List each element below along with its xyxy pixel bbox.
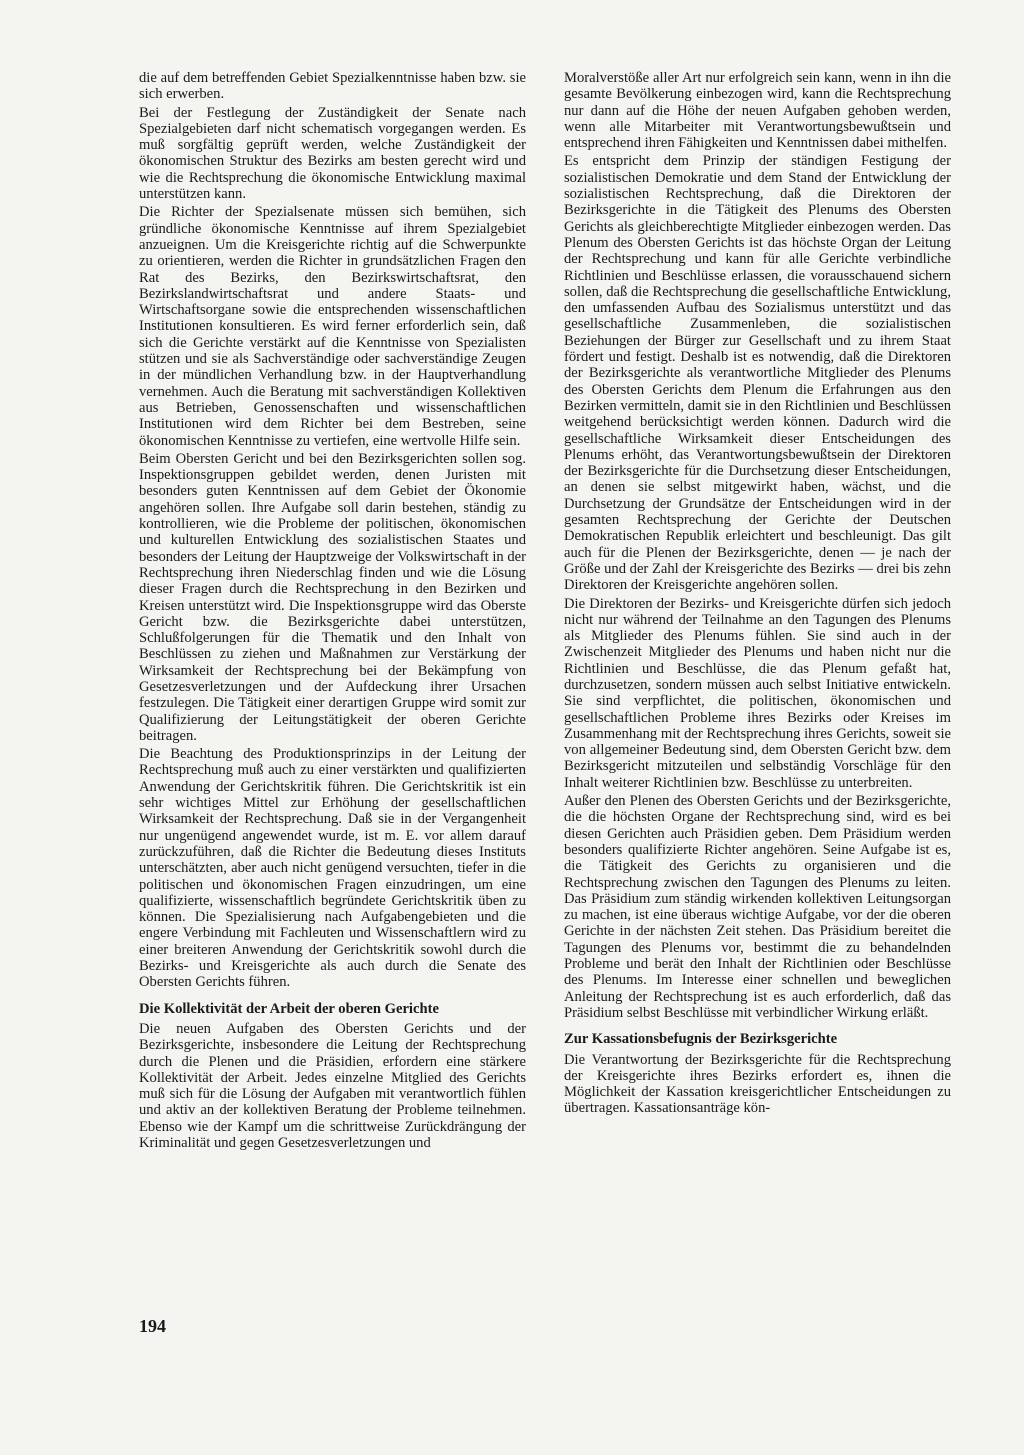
paragraph: Die Verantwortung der Bezirksgerichte für die Rechtsprechung der Kreisgerichte ihres Bezirks erfordert es, ihnen die Möglichkeit der Kassation kreisgerichtlicher Entscheidungen zu übertragen. Kassationsanträge kön- xyxy=(564,1051,951,1117)
section-heading: Die Kollektivität der Arbeit der oberen Gerichte xyxy=(139,1000,439,1017)
paragraph: Die neuen Aufgaben des Obersten Gerichts und der Bezirksgerichte, insbesondere die Leitung der Rechtsprechung durch die Plenen und die Präsidien, erfordern eine stärkere Kollektivität der Arbeit. Jedes einzelne Mitglied des Gerichts muß sich für die Lösung der Aufgaben mit verantwortlich fühlen und aktiv an der kollektiven Beratung der Probleme teilnehmen. Ebenso wie der Kampf um die schrittweise Zurückdrängung der Kriminalität und gegen Gesetzesverletzungen und xyxy=(139,1020,526,1151)
paragraph: Bei der Festlegung der Zuständigkeit der Senate nach Spezialgebieten darf nicht schematisch vorgegangen werden. Es muß sorgfältig geprüft werden, welche Zuständigkeit der ökonomischen Struktur des Bezirks am besten gerecht wird und wie die Rechtsprechung die ökonomische Entwicklung maximal unterstützen kann. xyxy=(139,104,526,203)
paragraph: Die Direktoren der Bezirks- und Kreisgerichte dürfen sich jedoch nicht nur während der Teilnahme an den Tagungen des Plenums als Mitglieder des Plenums fühlen. Sie sind auch in der Zwischenzeit Mitglieder des Plenums und haben nicht nur die Richtlinien und Beschlüsse, die das Plenum gefaßt hat, durchzusetzen, sondern müssen auch selbst Initiative entwickeln. Sie sind verpflichtet, die politischen, ökonomischen und gesellschaftlichen Probleme ihres Bezirks oder Kreises im Zusammenhang mit der Rechtsprechung ihres Gerichts, soweit sie von allgemeiner Bedeutung sind, dem Obersten Gericht bzw. dem Bezirksgericht mitzuteilen und selbständig Vorschläge für den Inhalt weiterer Richtlinien bzw. Beschlüsse zu unterbreiten. xyxy=(564,595,951,791)
section-heading: Zur Kassationsbefugnis der Bezirksgerichte xyxy=(564,1031,838,1048)
left-text-column xyxy=(139,70,526,1153)
paragraph: Moralverstöße aller Art nur erfolgreich sein kann, wenn in ihn die gesamte Bevölkerung einbezogen wird, kann die Rechtsprechung nur dann auf die Höhe der neuen Aufgaben gehoben werden, wenn alle Mitarbeiter mit Verantwortungsbewußtsein und entsprechend ihren Fähigkeiten und Kenntnissen dabei mithelfen. xyxy=(564,70,951,152)
paragraph: Beim Obersten Gericht und bei den Bezirksgerichten sollen sog. Inspektionsgruppen gebildet werden, denen Juristen mit besonders guten Kenntnissen auf dem Gebiet der Ökonomie angehören sollen. Ihre Aufgabe soll darin bestehen, ständig zu kontrollieren, wie die Probleme der politischen, ökonomischen und kulturellen Entwicklung des sozialistischen Staates und besonders der Leitung der Hauptzweige der Volkswirtschaft in der Rechtsprechung ihren Niederschlag finden und wie die Lösung dieser Fragen durch die Rechtsprechung in den Bezirken und Kreisen unterstützt wird. Die Inspektionsgruppe wird das Oberste Gericht bzw. die Bezirksgerichte dabei unterstützen, Schlußfolgerungen für die Thematik und den Inhalt von Beschlüssen zu ziehen und Maßnahmen zur Verstärkung der Wirksamkeit der Rechtsprechung bei der Bekämpfung von Gesetzesverletzungen und der Aufdeckung ihrer Ursachen festzulegen. Die Tätigkeit einer derartigen Gruppe wird somit zur Qualifizierung der Leitungstätigkeit der oberen Gerichte beitragen. xyxy=(139,450,526,744)
paragraph: die auf dem betreffenden Gebiet Spezialkenntnisse haben bzw. sie sich erwerben. xyxy=(139,70,526,103)
paragraph: Die Beachtung des Produktionsprinzips in der Leitung der Rechtsprechung muß auch zu einer verstärkten und qualifizierten Anwendung der Gerichtskritik führen. Die Gerichtskritik ist ein sehr wichtiges Mittel zur Erhöhung der gesellschaftlichen Wirksamkeit der Rechtsprechung. Daß sie in der Vergangenheit nur ungenügend angewendet wurde, ist m. E. vor allem darauf zurückzuführen, daß die Richter die Bedeutung dieses Instituts unterschätzten, aber auch nicht genügend versuchten, tiefer in die politischen und ökonomischen Fragen einzudringen, um eine qualifizierte, wissenschaftlich begründete Gerichtskritik üben zu können. Die Spezialisierung nach Aufgabengebieten und die engere Verbindung mit Fachleuten und Wissenschaftlern wird zu einer breiteren Anwendung der Gerichtskritik sowohl durch die Bezirks- und Kreisgerichte als auch durch die Senate des Obersten Gerichts führen. xyxy=(139,746,526,991)
paragraph: Die Richter der Spezialsenate müssen sich bemühen, sich gründliche ökonomische Kenntnisse auf ihrem Spezialgebiet anzueignen. Um die Kreisgerichte richtig auf die Schwerpunkte zu orientieren, werden die Richter in grundsätzlichen Fragen den Rat des Bezirks, den Bezirkswirtschaftsrat, den Bezirkslandwirtschaftsrat und andere Staats- und Wirtschaftsorgane sowie die entsprechenden wissenschaftlichen Institutionen konsultieren. Es wird ferner erforderlich sein, daß sich die Gerichte verstärkt auf die Kenntnisse von Spezialisten stützen und sie als Sachverständige oder sachverständige Zeugen in der mündlichen Verhandlung bzw. in der Hauptverhandlung vernehmen. Auch die Beratung mit sachverständigen Kollektiven aus Betrieben, Genossenschaften und wissenschaftlichen Institutionen wird dem Richter bei dem Bestreben, seine ökonomischen Kenntnisse zu vertiefen, eine wertvolle Hilfe sein. xyxy=(139,204,526,449)
paragraph: Außer den Plenen des Obersten Gerichts und der Bezirksgerichte, die die höchsten Organe der Rechtsprechung sind, wird es bei diesen Gerichten auch Präsidien geben. Dem Präsidium werden besonders qualifizierte Richter angehören. Seine Aufgabe ist es, die Tätigkeit des Gerichts zu organisieren und die Rechtsprechung zwischen den Tagungen des Plenums zu leiten. Das Präsidium zum ständig wirkenden kollektiven Leitungsorgan zu machen, ist eine überaus wichtige Aufgabe, vor der die oberen Gerichte in der nächsten Zeit stehen. Das Präsidium bereitet die Tagungen des Plenums vor, bestimmt die zu behandelnden Probleme und berät den Inhalt der Richtlinien oder Beschlüsse des Plenums. Im Interesse einer schnellen und beweglichen Anleitung der Rechtsprechung ist es auch erforderlich, daß das Präsidium selbst Beschlüsse mit verbindlicher Wirkung erläßt. xyxy=(564,793,951,1021)
right-text-column xyxy=(564,70,951,1119)
paragraph: Es entspricht dem Prinzip der ständigen Festigung der sozialistischen Demokratie und dem Stand der Entwicklung der sozialistischen Rechtsprechung, daß die Direktoren der Bezirksgerichte in die Tätigkeit des Plenums des Obersten Gerichts als gleichberechtigte Mitglieder einbezogen werden. Das Plenum des Obersten Gerichts ist das höchste Organ der Leitung der Rechtsprechung und kann für alle Gerichte verbindliche Richtlinien und Beschlüsse erlassen, die vorausschauend sichern sollen, daß die Rechtsprechung die gesellschaftliche Entwicklung, den umfassenden Aufbau des Sozialismus unterstützt und das gesellschaftliche Zusammenleben, die sozialistischen Beziehungen der Bürger zur Gesellschaft und zu ihrem Staat fördert und festigt. Deshalb ist es notwendig, daß die Direktoren der Bezirksgerichte als verantwortliche Mitglieder des Plenums des Obersten Gerichts dem Plenum die Erfahrungen aus den Bezirken vermitteln, damit sie in den Richtlinien und Beschlüssen weitgehend berücksichtigt werden können. Dadurch wird die gesellschaftliche Wirksamkeit dieser Entscheidungen des Plenums erhöht, das Verantwortungsbewußtsein der Direktoren der Bezirksgerichte für die Durchsetzung dieser Entscheidungen, an denen sie selbst mitgewirkt haben, wächst, und die Durchsetzung der Grundsätze der Entscheidungen wird in der gesamten Rechtsprechung der Gerichte der Deutschen Demokratischen Republik erleichtert und beschleunigt. Das gilt auch für die Plenen der Bezirksgerichte, denen — je nach der Größe und der Zahl der Kreisgerichte des Bezirks — drei bis zehn Direktoren der Kreisgerichte angehören sollen. xyxy=(564,153,952,594)
page-number: 194 xyxy=(139,1316,166,1336)
